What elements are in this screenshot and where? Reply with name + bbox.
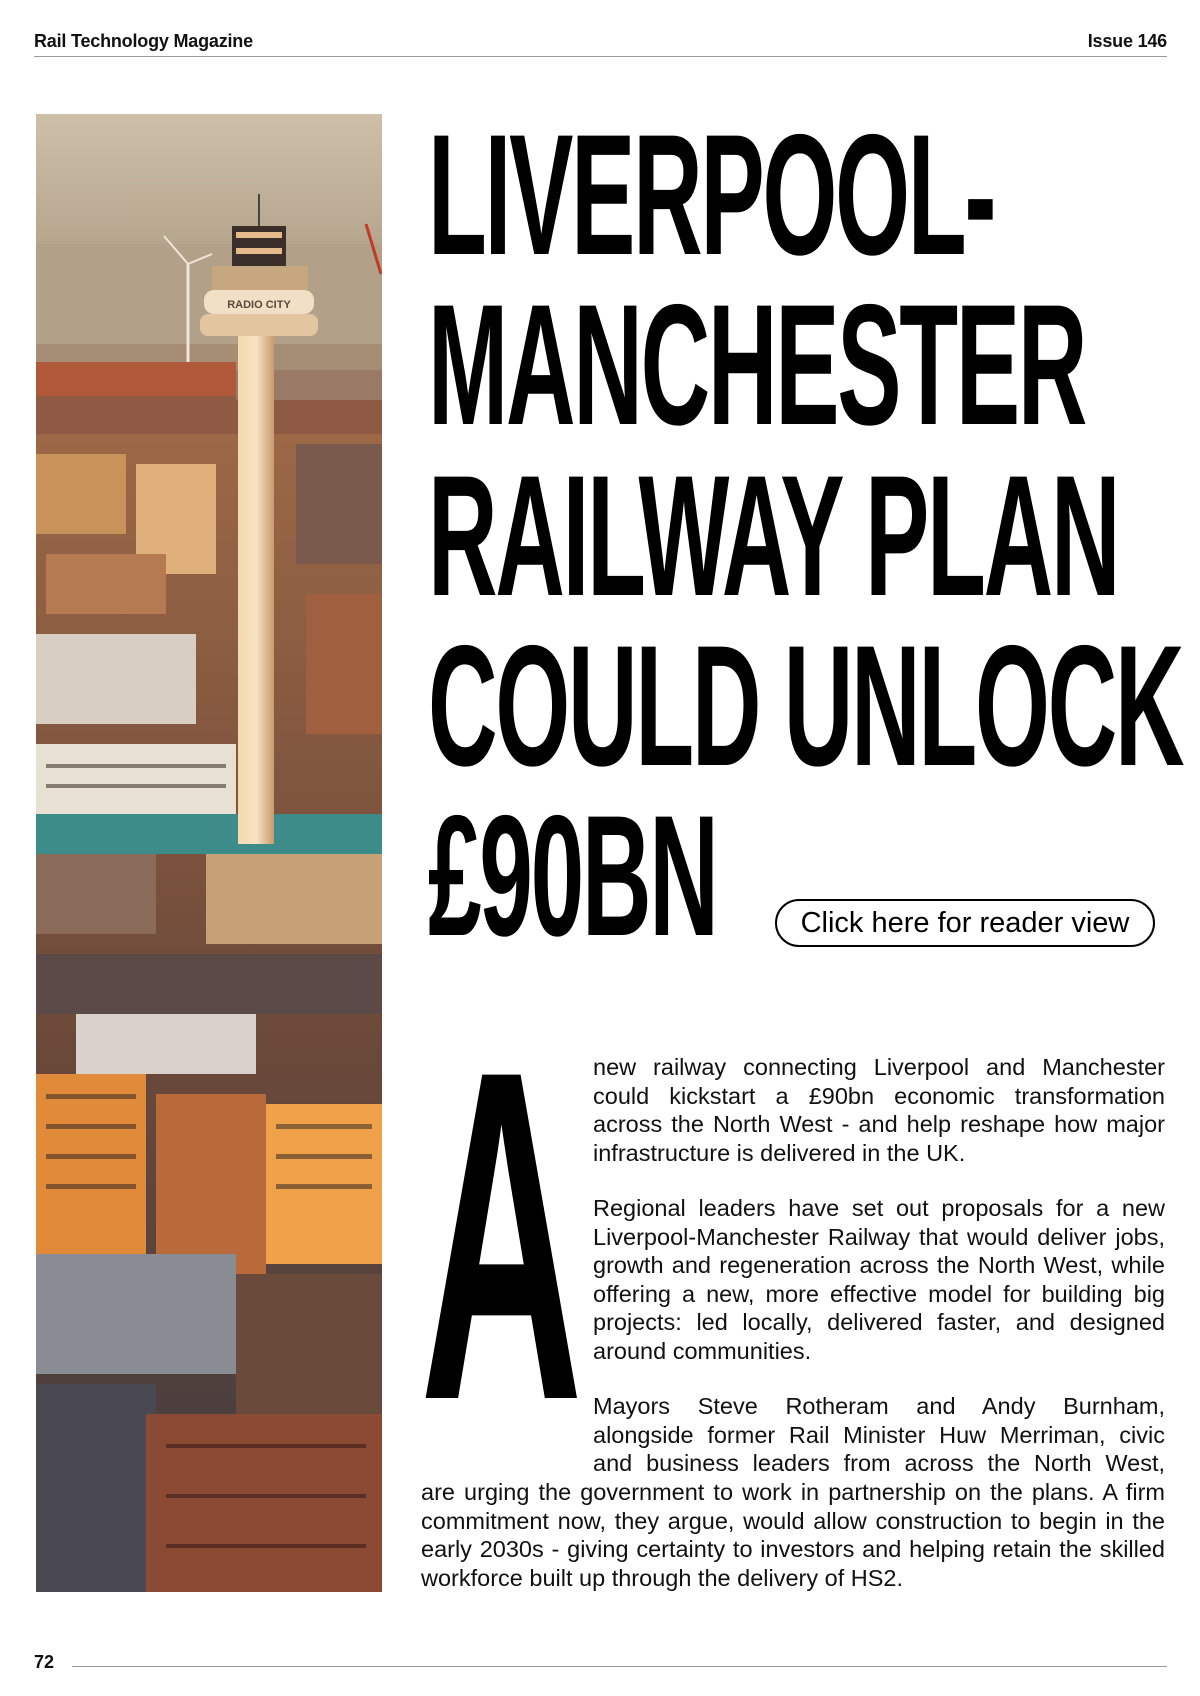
drop-cap-letter: A bbox=[420, 973, 583, 1498]
drop-cap bbox=[420, 973, 586, 1498]
headline-line-5: £90BN bbox=[428, 780, 717, 973]
headline-line-3: RAILWAY PLAN bbox=[428, 439, 1119, 632]
magazine-title: Rail Technology Magazine bbox=[34, 31, 253, 51]
article-paragraph-1: new railway connecting Liverpool and Manchester could kickstart a £90bn economic transformation across the North West - and help reshape how major infrastructure is delivered in the UK. bbox=[593, 1054, 1165, 1166]
issue-number: Issue 146 bbox=[1087, 31, 1167, 51]
article-paragraph-3-start: Mayors Steve Rotheram and Andy Burnham, alongside former Rail Minister Huw Merriman, civic and business leaders from across the North West, bbox=[593, 1393, 1165, 1476]
reader-view-button[interactable]: Click here for reader view bbox=[775, 899, 1155, 947]
footer-divider bbox=[72, 1666, 1167, 1667]
article-paragraph-2: Regional leaders have set out proposals for a new Liverpool-Manchester Railway that would deliver jobs, growth and regeneration across the North West, while offering a new, more effective model for building big projects: led locally, delivered faster, and designed around communities. bbox=[593, 1195, 1165, 1364]
liverpool-skyline-photo bbox=[36, 114, 382, 1592]
headline-line-4: COULD UNLOCK bbox=[428, 609, 1183, 802]
page-number: 72 bbox=[34, 1652, 55, 1672]
article-paragraph-3-end: are urging the government to work in partnership on the plans. A firm commitment now, they argue, would allow construction to begin in the early 2030s - giving certainty to investors and helping retain the skilled workforce built up through the delivery of HS2. bbox=[421, 1479, 1165, 1591]
tower-sign: RADIO CITY bbox=[227, 299, 291, 311]
headline-line-2: MANCHESTER bbox=[428, 269, 1086, 462]
headline-line-1: LIVERPOOL- bbox=[428, 99, 995, 291]
city-skyline-photo bbox=[36, 114, 382, 1592]
article-headline bbox=[428, 99, 1183, 973]
page-header bbox=[34, 28, 1167, 57]
